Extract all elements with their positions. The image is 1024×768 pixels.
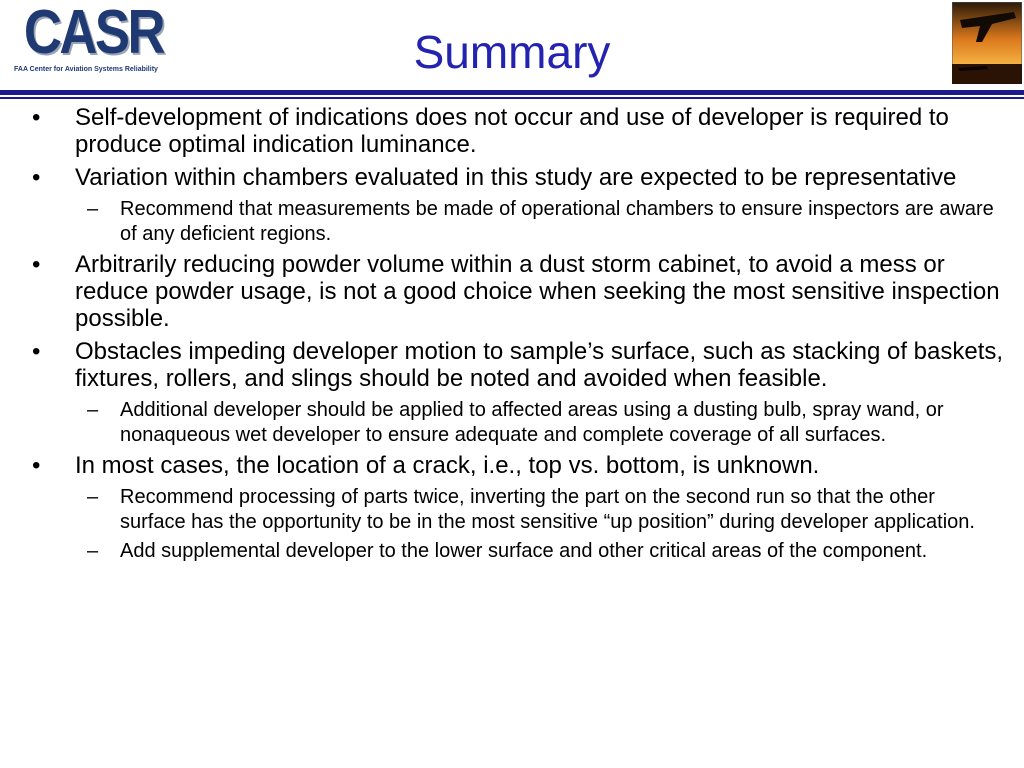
bullet-marker: • [32, 338, 41, 365]
bullet-3 [30, 251, 1005, 332]
bullet-text: Variation within chambers evaluated in this study are expected to be representative [75, 164, 957, 191]
logo-wordmark: CASR [23, 0, 164, 67]
sub-bullet-text: Recommend that measurements be made of operational chambers to ensure inspectors are aware of any deficient regions. [120, 198, 994, 245]
dash-marker: – [87, 399, 99, 421]
slide-title: Summary [413, 26, 611, 78]
bullet-1 [30, 104, 1005, 158]
sub-bullet-text: Additional developer should be applied to affected areas using a dusting bulb, spray wand, or nonaqueous wet developer to ensure adequate and complete coverage of all surfaces. [120, 399, 944, 446]
bullet-marker: • [32, 164, 41, 191]
dash-marker: – [87, 198, 99, 220]
bullet-marker: • [32, 104, 41, 131]
bullet-text: Obstacles impeding developer motion to sample’s surface, such as stacking of baskets, fixtures, rollers, and slings should be noted and avoided when feasible. [75, 338, 1004, 392]
dash-marker: – [87, 486, 99, 508]
sub-bullet-5-2 [30, 539, 1005, 564]
bullet-2 [30, 164, 1005, 191]
sub-bullet-text: Add supplemental developer to the lower surface and other critical areas of the component. [120, 540, 928, 562]
header-rule [0, 90, 1024, 95]
sub-bullet-5-1 [30, 485, 1005, 534]
bullet-text: Arbitrarily reducing powder volume within a dust storm cabinet, to avoid a mess or reduce powder usage, is not a good choice when seeking the most sensitive inspection possible. [75, 251, 1000, 332]
bullet-text: Self-development of indications does not occur and use of developer is required to produce optimal indication luminance. [75, 104, 949, 158]
bullet-marker: • [32, 452, 41, 479]
bullet-text: In most cases, the location of a crack, i.e., top vs. bottom, is unknown. [75, 452, 820, 479]
logo-subtitle: FAA Center for Aviation Systems Reliability [14, 66, 158, 73]
sub-bullet-text: Recommend processing of parts twice, inverting the part on the second run so that the other surface has the opportunity to be in the most sensitive “up position” during developer application. [120, 486, 975, 533]
bullet-4 [30, 338, 1005, 392]
summary-content [30, 104, 1005, 569]
header-rule-thin [0, 97, 1024, 99]
dash-marker: – [87, 540, 99, 562]
sub-bullet-4-1 [30, 398, 1005, 447]
sub-bullet-2-1 [30, 197, 1005, 246]
airplane-photo-icon [952, 2, 1022, 84]
bullet-5 [30, 452, 1005, 479]
bullet-marker: • [32, 251, 41, 278]
